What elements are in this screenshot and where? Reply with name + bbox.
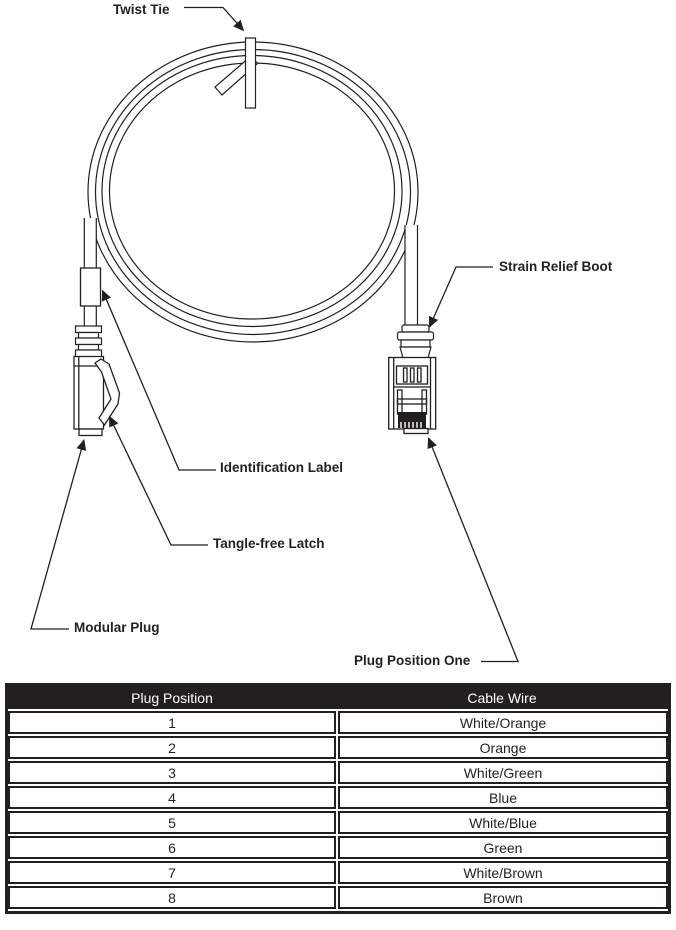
table-row	[8, 836, 668, 859]
cell-wire: Orange	[338, 736, 668, 759]
cell-position: 4	[8, 786, 336, 809]
cell-position: 7	[8, 861, 336, 884]
wiring-table	[5, 683, 671, 914]
cell-position: 3	[8, 761, 336, 784]
cell-position: 5	[8, 811, 336, 834]
wiring-table-header	[8, 686, 668, 709]
leader-strain-relief-boot	[430, 267, 494, 327]
label-modular-plug: Modular Plug	[74, 620, 160, 635]
label-identification-label: Identification Label	[220, 460, 344, 475]
label-strain-relief-boot: Strain Relief Boot	[499, 259, 613, 274]
label-plug-position-one: Plug Position One	[354, 653, 471, 668]
leader-plug-position-one	[429, 438, 519, 662]
header-plug-position: Plug Position	[131, 689, 213, 706]
header-cable-wire: Cable Wire	[467, 689, 537, 706]
plug-position-one-contacts	[398, 412, 426, 428]
cell-wire: White/Green	[338, 761, 668, 784]
table-row	[8, 786, 668, 809]
cell-position: 6	[8, 836, 336, 859]
identification-label-sleeve	[81, 268, 101, 306]
leader-modular-plug	[31, 440, 84, 629]
table-row	[8, 736, 668, 759]
cell-wire: White/Orange	[338, 711, 668, 734]
cell-wire: White/Blue	[338, 811, 668, 834]
table-row	[8, 886, 668, 909]
table-row	[8, 811, 668, 834]
cell-wire: White/Brown	[338, 861, 668, 884]
cell-position: 2	[8, 736, 336, 759]
twist-tie-graphic	[215, 38, 258, 108]
leader-lines	[31, 8, 518, 662]
rj45-connector-front	[389, 358, 436, 434]
table-row	[8, 761, 668, 784]
left-strain-relief-boot	[76, 326, 102, 357]
label-tangle-free-latch: Tangle-free Latch	[213, 536, 325, 551]
cell-wire: Green	[338, 836, 668, 859]
leader-tangle-free-latch	[110, 417, 209, 546]
table-row	[8, 711, 668, 734]
cell-position: 8	[8, 886, 336, 909]
cell-wire: Blue	[338, 786, 668, 809]
table-row	[8, 861, 668, 884]
leader-twist-tie	[184, 8, 244, 31]
cell-wire: Brown	[338, 886, 668, 909]
strain-relief-boot-graphic	[398, 325, 434, 358]
label-twist-tie: Twist Tie	[113, 2, 170, 17]
cell-position: 1	[8, 711, 336, 734]
right-cable	[405, 225, 418, 326]
